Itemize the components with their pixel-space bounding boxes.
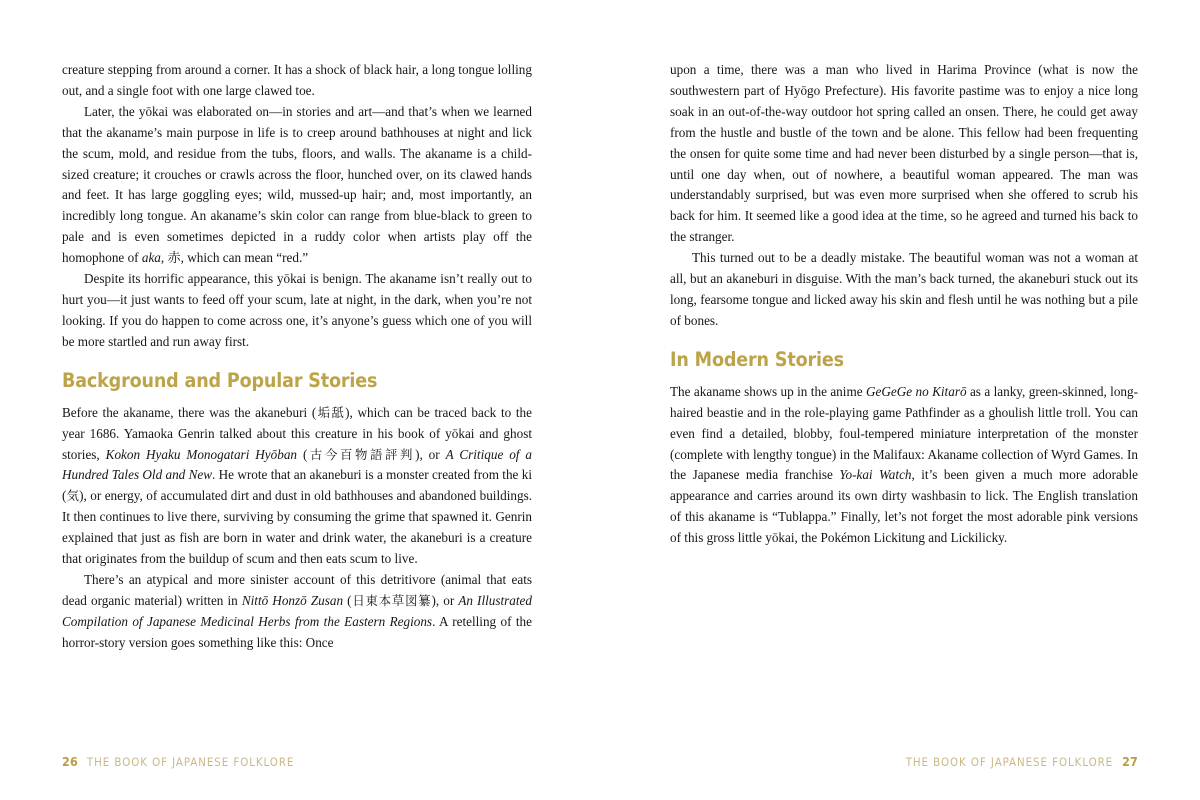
section-heading-in-modern-stories: In Modern Stories bbox=[670, 347, 844, 371]
folio-left bbox=[62, 754, 294, 769]
paragraph bbox=[670, 382, 1138, 549]
paragraph: upon a time, there was a man who lived in Harima Province (what is now the southwestern part of Hyōgo Prefecture). His favorite pastime was to enjoy a nice long soak in an out-of-the-way outdoor hot spring called an onsen. There, he could get away from the hustle and bustle of the town and be alone. This fellow had been frequenting the onsen for quite some time and had never been disturbed by a single person—that is, until one day when, out of nowhere, a beautiful woman appeared. The man was understandably surprised, but was even more surprised when she offered to scrub his back for him. It seemed like a good idea at the time, so he agreed and turned his back to the stranger. bbox=[670, 62, 1138, 245]
paragraph-text: . A retelling of the horror-story version goes something like this: Once bbox=[62, 613, 533, 650]
paragraph-text: ( bbox=[343, 592, 352, 608]
italic-title-gegege-no-kitaro: GeGeGe no Kitarō bbox=[865, 383, 967, 399]
paragraph: creature stepping from around a corner. It has a shock of black hair, a long tongue lolling out, and a single foot with one large clawed toe. bbox=[62, 62, 532, 98]
paragraph-text: Later, the yōkai was elaborated on—in stories and art—and that’s when we learned that the akaname’s main purpose in life is to creep around bathhouses at night and lick the scum, mold, and residue from the tubs, floors, and walls. The akaname is a child-sized creature; it crouches or crawls across the floor, hunched over, on its clawed hands and feet. It has large goggling eyes; wild, mussed-up hair; and, most importantly, an incredibly long tongue. An akaname’s skin color can range from blue-black to green to pale and is even sometimes depicted in a ruddy color when artists play off the homophone of bbox=[62, 103, 532, 266]
paragraph bbox=[62, 570, 532, 654]
japanese-term-ki: 気 bbox=[66, 488, 80, 504]
japanese-title-nitto: 日東本草図纂 bbox=[351, 592, 432, 608]
paragraph-text: Before the akaname, there was the akaneburi ( bbox=[62, 404, 317, 420]
paragraph bbox=[62, 102, 532, 269]
running-title: THE BOOK OF JAPANESE FOLKLORE bbox=[86, 755, 295, 769]
paragraph-text: ( bbox=[297, 446, 308, 462]
italic-title-yo-kai-watch: Yo-kai Watch bbox=[839, 467, 912, 483]
running-title: THE BOOK OF JAPANESE FOLKLORE bbox=[905, 755, 1114, 769]
paragraph: Despite its horrific appearance, this yōkai is benign. The akaname isn’t really out to hurt you—it just wants to feed off your scum, late at night, in the dark, when you’re not looking. If you do happen to come across one, it’s anyone’s guess which one of you will be more startled and run away first. bbox=[62, 271, 532, 349]
italic-term-aka: aka bbox=[141, 250, 161, 266]
paragraph-text: ), which can be traced back to the year 1686. Yamaoka Genrin talked about this creature in his book of yōkai and ghost stories, bbox=[62, 404, 532, 462]
folio-right bbox=[906, 754, 1138, 769]
paragraph-text: The akaname shows up in the anime bbox=[670, 383, 866, 399]
paragraph-text: , it’s been given a much more adorable appearance and carries around its own dirty washbasin to lick. The English translation of this akaname is “Tublappa.” Finally, let’s not forget the most adorable pink versions of this gross little yōkai, the Pokémon Lickitung and Lickilicky. bbox=[670, 467, 1138, 546]
italic-title-kokon-hyaku-monogatari-hyoban: Kokon Hyaku Monogatari Hyōban bbox=[105, 446, 298, 462]
paragraph-text: ), or energy, of accumulated dirt and dust in old bathhouses and abandoned buildings. It then continues to live there, surviving by consuming the grime that spawned it. Genrin explained that just as fish are born in water and drink water, the akaneburi is a creature that originates from the buildup of scum and then eats scum to live. bbox=[62, 488, 533, 567]
page-number: 26 bbox=[62, 754, 78, 769]
paragraph-text: . He wrote that an akaneburi is a monster created from the ki ( bbox=[62, 467, 532, 504]
paragraph: This turned out to be a deadly mistake. The beautiful woman was not a woman at all, but an akaneburi in disguise. With the man’s back turned, the akaneburi stuck out its long, fearsome tongue and licked away his skin and flesh until he was nothing but a pile of bones. bbox=[670, 250, 1138, 328]
paragraph-text: as a lanky, green-skinned, long-haired beastie and in the role-playing game Pathfinder as a ghoulish little troll. You can even find a detailed, blobby, foul-tempered miniature interpretation of the monster (complete with lengthy tongue) in the Malifaux: Akaname collection of Wyrd Games. In the Japanese media franchise bbox=[670, 383, 1138, 483]
paragraph-text: ), or bbox=[431, 592, 459, 608]
section-heading-block bbox=[670, 332, 1138, 382]
italic-title-nitto-honzo-zusan: Nittō Honzō Zusan bbox=[241, 592, 344, 608]
paragraph bbox=[62, 403, 532, 570]
paragraph-text: ), or bbox=[415, 446, 446, 462]
page-number: 27 bbox=[1122, 754, 1138, 769]
left-text-column bbox=[62, 60, 532, 654]
italic-title-illustrated-compilation: An Illustrated Compilation of Japanese Medicinal Herbs from the Eastern Regions bbox=[62, 592, 532, 629]
paragraph-text-tail: , 赤, which can mean “red.” bbox=[160, 250, 309, 266]
japanese-term-akaneburi: 垢舐 bbox=[316, 404, 346, 420]
section-heading-background-and-popular-stories: Background and Popular Stories bbox=[62, 368, 378, 392]
japanese-title-kokon: 古今百物語評判 bbox=[307, 446, 416, 462]
page-right bbox=[600, 0, 1200, 800]
section-heading-block bbox=[62, 353, 532, 403]
paragraph-text: There’s an atypical and more sinister account of this detritivore (animal that eats dead organic material) written in bbox=[62, 571, 532, 608]
right-text-column bbox=[670, 60, 1138, 549]
italic-title-critique: A Critique of a Hundred Tales Old and New bbox=[62, 446, 532, 483]
